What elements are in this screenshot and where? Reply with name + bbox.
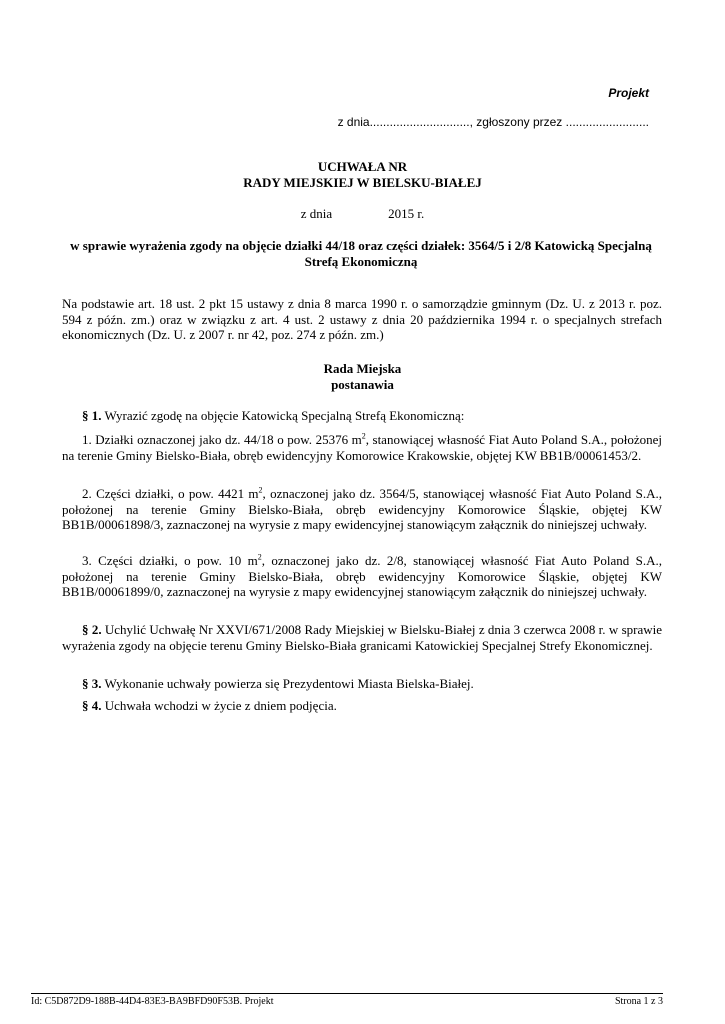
council-name: Rada Miejska	[323, 361, 402, 376]
item-3-rest: , oznaczonej jako dz. 2/8, stanowiącej własność Fiat Auto Poland S.A., położonej na terenie Gminy Bielsko-Biała, obręb ewidencyjny Komorowice Śląskie, objętej KW BB1B/00061899/0, zaznaczonej na wyrysie z mapy ewidencyjnej stanowiącym załącznik do niniejszej uchwały.	[62, 553, 663, 599]
item-3-sup: 2	[257, 552, 262, 562]
paragraph-1	[62, 408, 662, 424]
paragraph-3-text: Wykonanie uchwały powierza się Prezydentowi Miasta Bielska-Białej.	[101, 676, 474, 691]
resolution-date	[0, 206, 725, 222]
item-2-sup: 2	[258, 485, 263, 495]
submission-line: z dnia.............................., zgłoszony przez .........................	[337, 115, 649, 129]
paragraph-1-text: Wyrazić zgodę na objęcie Katowicką Specjalną Strefą Ekonomiczną:	[101, 408, 465, 423]
item-1-rest: , stanowiącej własność Fiat Auto Poland S.A., położonej na terenie Gminy Bielsko-Biała, obręb ewidencyjny Komorowice Krakowskie, objętej KW BB1B/00061453/2.	[62, 432, 662, 463]
item-2-text: 2. Części działki, o pow. 4421 m	[82, 486, 259, 501]
page-number: Strona 1 z 3	[614, 996, 663, 1007]
resolution-title	[0, 159, 725, 191]
item-3	[62, 553, 662, 600]
item-1-text: 1. Działki oznaczonej jako dz. 44/18 o pow. 25376 m	[82, 432, 362, 447]
paragraph-3	[62, 676, 662, 692]
paragraph-2	[62, 622, 662, 653]
paragraph-4-label: § 4.	[82, 698, 102, 713]
item-1-sup: 2	[361, 431, 366, 441]
resolution-subject: w sprawie wyrażenia zgody na objęcie działki 44/18 oraz części działek: 3564/5 i 2/8 Katowicką Specjalną Strefą Ekonomiczną	[70, 238, 652, 269]
resolution-title-line2: RADY MIEJSKIEJ W BIELSKU-BIAŁEJ	[243, 175, 482, 190]
draft-label: Projekt	[608, 86, 649, 100]
date-year: 2015 r.	[388, 206, 425, 221]
document-id: Id: C5D872D9-188B-44D4-83E3-BA9BFD90F53B. Projekt	[31, 996, 274, 1007]
item-3-text: 3. Części działki, o pow. 10 m	[82, 553, 258, 568]
paragraph-2-text: Uchylić Uchwałę Nr XXVI/671/2008 Rady Miejskiej w Bielsku-Białej z dnia 3 czerwca 2008 r. w sprawie wyrażenia zgody na objęcie terenu Gminy Bielsko-Biała granicami Katowickiej Specjalnej Strefy Ekonomicznej.	[62, 622, 662, 653]
item-2	[62, 486, 662, 533]
legal-basis: Na podstawie art. 18 ust. 2 pkt 15 ustawy z dnia 8 marca 1990 r. o samorządzie gminnym (Dz. U. z 2013 r. poz. 594 z późn. zm.) oraz w związku z art. 4 ust. 2 ustawy z dnia 20 października 1994 r. o specjalnych strefach ekonomicznych (Dz. U. z 2007 r. nr 42, poz. 274 z późn. zm.)	[62, 296, 662, 342]
paragraph-2-label: § 2.	[82, 622, 102, 637]
item-2-rest: , oznaczonej jako dz. 3564/5, stanowiącej własność Fiat Auto Poland S.A., położonej na terenie Gminy Bielsko-Biała, obręb ewidencyjny Komorowice Śląskie, objętej KW BB1B/00061898/3, zaznaczonej na wyrysie z mapy ewidencyjnej stanowiącym załącznik do niniejszej uchwały.	[62, 486, 663, 532]
paragraph-4	[62, 698, 662, 714]
paragraph-1-label: § 1.	[82, 408, 102, 423]
date-prefix: z dnia	[300, 206, 333, 221]
item-1	[62, 432, 662, 463]
footer-divider	[31, 993, 663, 994]
resolution-title-line1: UCHWAŁA NR	[317, 159, 408, 174]
council-heading	[0, 361, 725, 393]
council-decides: postanawia	[331, 377, 394, 392]
paragraph-3-label: § 3.	[82, 676, 102, 691]
paragraph-4-text: Uchwała wchodzi w życie z dniem podjęcia.	[101, 698, 337, 713]
